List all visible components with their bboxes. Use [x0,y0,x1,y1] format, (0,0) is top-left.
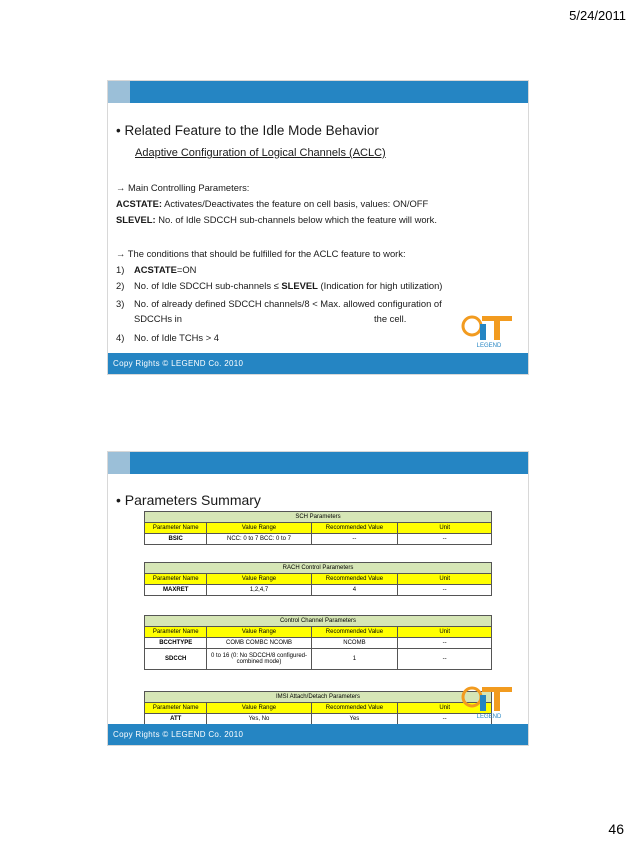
condition-3-text: No. of already defined SDCCH channels/8 < Max. allowed configuration of [134,298,442,309]
param-name: MAXRET [145,585,207,596]
param-recommended: -- [311,534,398,545]
col-header-unit: Unit [398,574,492,585]
col-header-parameter: Parameter Name [145,574,207,585]
condition-3-cont-a: SDCCHs in [134,313,182,324]
slide-footer: Copy Rights © LEGEND Co. 2010 [108,724,528,745]
imsi-attach-detach-table [144,691,492,725]
param-name: BCCHTYPE [145,638,207,649]
table-row [145,534,492,545]
header-chip [108,81,130,103]
condition-1-key: ACSTATE [134,264,177,275]
condition-3-num: 3) [116,298,125,309]
legend-logo [458,310,520,350]
condition-2-pre: No. of Idle SDCCH sub-channels ≤ [134,280,282,291]
condition-4-num: 4) [116,332,125,343]
col-header-unit: Unit [398,523,492,534]
acstate-line [116,198,428,210]
condition-1-rest: =ON [176,264,197,275]
logo-text: LEGEND [476,714,502,720]
col-header-recommended: Recommended Value [311,703,398,714]
slevel-desc: No. of Idle SDCCH sub-channels below which the feature will work. [155,214,437,225]
col-header-recommended: Recommended Value [311,574,398,585]
slide-aclc [107,80,529,375]
slide-footer: Copy Rights © LEGEND Co. 2010 [108,353,528,374]
table-title: SCH Parameters [145,512,492,523]
slide-header-band [108,81,528,103]
table-row [145,714,492,725]
col-header-unit: Unit [398,703,492,714]
slide-header-band [108,452,528,474]
col-header-recommended: Recommended Value [311,627,398,638]
condition-4-text: No. of Idle TCHs > 4 [134,332,220,343]
param-range: 0 to 16 (0: No SDCCH/8 configured-combined mode) [207,649,311,670]
condition-3 [116,298,442,310]
col-header-parameter: Parameter Name [145,523,207,534]
param-unit: -- [398,649,492,670]
param-recommended: 4 [311,585,398,596]
col-header-unit: Unit [398,627,492,638]
param-unit: -- [398,638,492,649]
condition-2 [116,280,442,292]
param-name: SDCCH [145,649,207,670]
param-range: 1,2,4,7 [207,585,311,596]
condition-1-num: 1) [116,264,125,275]
col-header-value-range: Value Range [207,627,311,638]
conditions-line: → The conditions that should be fulfilled for the ACLC feature to work: [116,248,406,259]
col-header-recommended: Recommended Value [311,523,398,534]
slevel-line [116,214,437,226]
table-title: Control Channel Parameters [145,616,492,627]
header-chip [108,452,130,474]
col-header-value-range: Value Range [207,523,311,534]
condition-2-rest: (Indication for high utilization) [317,280,443,291]
param-recommended: 1 [311,649,398,670]
col-header-parameter: Parameter Name [145,703,207,714]
table-row [145,638,492,649]
logo-text: LEGEND [476,343,502,349]
condition-3-cont-b: the cell. [374,313,407,324]
table-title: IMSI Attach/Detach Parameters [145,692,492,703]
page-number: 46 [608,821,624,837]
param-range: NCC: 0 to 7 BCC: 0 to 7 [207,534,311,545]
table-title: RACH Control Parameters [145,563,492,574]
table-row [145,649,492,670]
param-range: COMB COMBC NCOMB [207,638,311,649]
param-name: ATT [145,714,207,725]
control-channel-parameters-table [144,615,492,670]
condition-2-key: SLEVEL [281,280,318,291]
condition-4 [116,332,219,344]
bullet-related-feature: • Related Feature to the Idle Mode Behavior [116,123,379,138]
slide-parameters-summary [107,451,529,746]
param-recommended: Yes [311,714,398,725]
param-range: Yes, No [207,714,311,725]
col-header-value-range: Value Range [207,574,311,585]
col-header-parameter: Parameter Name [145,627,207,638]
param-unit: -- [398,534,492,545]
rach-parameters-table [144,562,492,596]
aclc-subheading: Adaptive Configuration of Logical Channels (ACLC) [135,147,386,159]
legend-logo [458,681,520,721]
param-unit: -- [398,714,492,725]
param-recommended: NCOMB [311,638,398,649]
print-date: 5/24/2011 [569,8,626,23]
main-params-line: → Main Controlling Parameters: [116,182,250,193]
param-name: BSIC [145,534,207,545]
acstate-desc: Activates/Deactivates the feature on cell basis, values: ON/OFF [162,198,429,209]
bullet-parameters-summary: • Parameters Summary [116,492,261,508]
col-header-value-range: Value Range [207,703,311,714]
acstate-key: ACSTATE: [116,198,162,209]
sch-parameters-table [144,511,492,545]
param-unit: -- [398,585,492,596]
slevel-key: SLEVEL: [116,214,156,225]
condition-2-num: 2) [116,280,125,291]
condition-1 [116,264,196,276]
table-row [145,585,492,596]
